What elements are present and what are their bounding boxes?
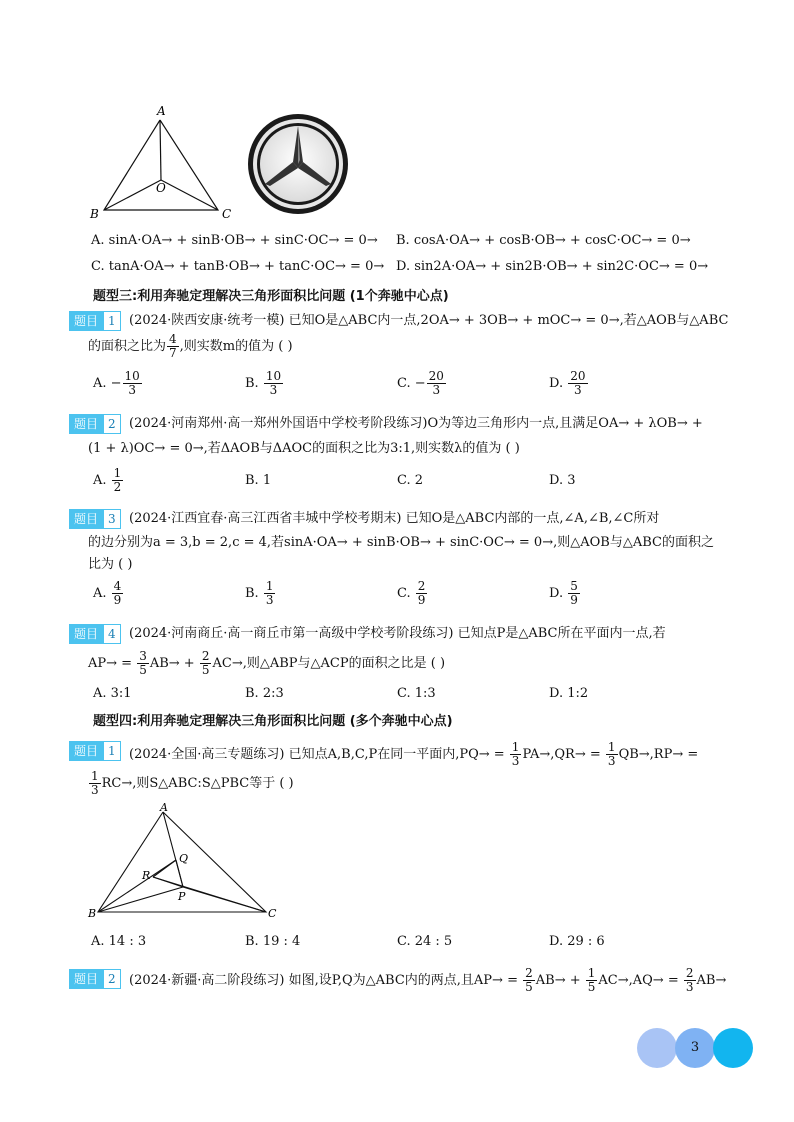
option-c[interactable]: C. 24 : 5 [397,934,453,949]
question-text-line1: (2024·河南商丘·高一商丘市第一高级中学校考阶段练习) 已知点P是△ABC所在平面内一点,若 [129,626,666,641]
label-p: P [178,890,186,903]
question-text-line2: $\frac{1}{3}$ RC→,则S△ABC:S△PBC等于 ( ) [91,769,294,797]
page-number: 3 [675,1028,715,1068]
label-c: C [268,907,277,920]
option-c[interactable]: C. $\frac{2}{9}$ [397,579,426,607]
option-c[interactable]: C. − $\frac{20}{3}$ [397,369,444,397]
option-d[interactable]: D. 29 : 6 [549,934,605,949]
label-b: B [88,907,97,920]
question-tag: 题目 4 [69,624,121,644]
question-text-line3: 比为 ( ) [88,557,133,572]
option-a[interactable]: A. sinA·OA→ + sinB·OB→ + sinC·OC→ = 0→ [91,233,378,248]
question-text-line2: AP→ = $\frac{3}{5}$ AB→ + $\frac{2}{5}$ AC→,则△ABP与△ACP的面积之比是 ( ) [88,649,446,677]
page-number-badge [637,1028,755,1068]
circle-light [637,1028,677,1068]
option-b[interactable]: B. 1 [245,473,272,488]
question-text-line1: (2024·河南郑州·高一郑州外国语中学校考阶段练习)O为等边三角形内一点,且满足OA→ + λOB→ + [129,416,703,431]
section-title-3: 题型三:利用奔驰定理解决三角形面积比问题 (1个奔驰中心点) [93,289,449,304]
question-tag: 题目 2 [69,969,121,989]
option-b[interactable]: B. 2:3 [245,686,284,701]
option-b[interactable]: B. cosA·OA→ + cosB·OB→ + cosC·OC→ = 0→ [396,233,691,248]
fraction: $\frac{4}{7}$ [169,332,177,360]
option-b[interactable]: B. 19 : 4 [245,934,301,949]
label-a: A [157,104,166,118]
question-text-line2: 的面积之比为 $\frac{4}{7}$ ,则实数m的值为 ( ) [88,332,293,360]
option-c[interactable]: C. 1:3 [397,686,436,701]
option-d[interactable]: D. 3 [549,473,576,488]
triangle-figure [88,100,248,225]
question-text-line1: (2024·新疆·高二阶段练习) 如图,设P,Q为△ABC内的两点,且AP→ = $\frac{2}{5}$ AB→ + $\frac{1}{5}$ AC→,AQ→ = $\frac{2}{3}$ AB→ [129,966,727,994]
label-a: A [160,802,168,814]
circle-bright [713,1028,753,1068]
option-d[interactable]: D. sin2A·OA→ + sin2B·OB→ + sin2C·OC→ = 0→ [396,259,709,274]
question-tag: 题目 2 [69,414,121,434]
question-tag [69,311,121,331]
question-text-line2: 的边分别为a = 3,b = 2,c = 4,若sinA·OA→ + sinB·OB→ + sinC·OC→ = 0→,则△AOB与△ABC的面积之 [88,535,714,550]
label-q: Q [179,852,189,865]
option-d[interactable]: D. 1:2 [549,686,589,701]
option-c[interactable]: C. 2 [397,473,424,488]
tag-number: 1 [103,311,121,331]
question-text-line2: (1 + λ)OC→ = 0→,若ΔAOB与ΔAOC的面积之比为3:1,则实数λ的值为 ( ) [88,441,520,456]
option-a[interactable]: A. − $\frac{10}{3}$ [93,369,140,397]
option-d[interactable]: D. $\frac{5}{9}$ [549,579,578,607]
label-r: R [142,869,151,882]
question-text-line1: (2024·陕西安康·统考一模) 已知O是△ABC内一点,2OA→ + 3OB→ + mOC→ = 0→,若△AOB与△ABC [129,313,729,328]
label-b: B [90,207,99,221]
option-d[interactable]: D. $\frac{20}{3}$ [549,369,586,397]
question-text-line1: (2024·全国·高三专题练习) 已知点A,B,C,P在同一平面内,PQ→ = $\frac{1}{3}$ PA→,QR→ = $\frac{1}{3}$ QB→,RP→ = [129,740,699,768]
triangle-figure-pqr [86,802,286,922]
question-text-line1: (2024·江西宜春·高三江西省丰城中学校考期末) 已知O是△ABC内部的一点,∠A,∠B,∠C所对 [129,511,660,526]
label-c: C [222,207,232,221]
option-a[interactable]: A. 3:1 [93,686,132,701]
option-a[interactable]: A. $\frac{4}{9}$ [93,579,122,607]
mercedes-logo-image [246,112,350,216]
question-tag: 题目 1 [69,741,121,761]
question-tag: 题目 3 [69,509,121,529]
label-o: O [156,181,166,195]
option-a[interactable]: A. 14 : 3 [91,934,147,949]
option-c[interactable]: C. tanA·OA→ + tanB·OB→ + tanC·OC→ = 0→ [91,259,385,274]
option-b[interactable]: B. $\frac{1}{3}$ [245,579,274,607]
tag-label: 题目 [69,311,103,331]
option-b[interactable]: B. $\frac{10}{3}$ [245,369,282,397]
section-title-4: 题型四:利用奔驰定理解决三角形面积比问题 (多个奔驰中心点) [93,714,453,729]
option-a[interactable]: A. $\frac{1}{2}$ [93,466,122,494]
